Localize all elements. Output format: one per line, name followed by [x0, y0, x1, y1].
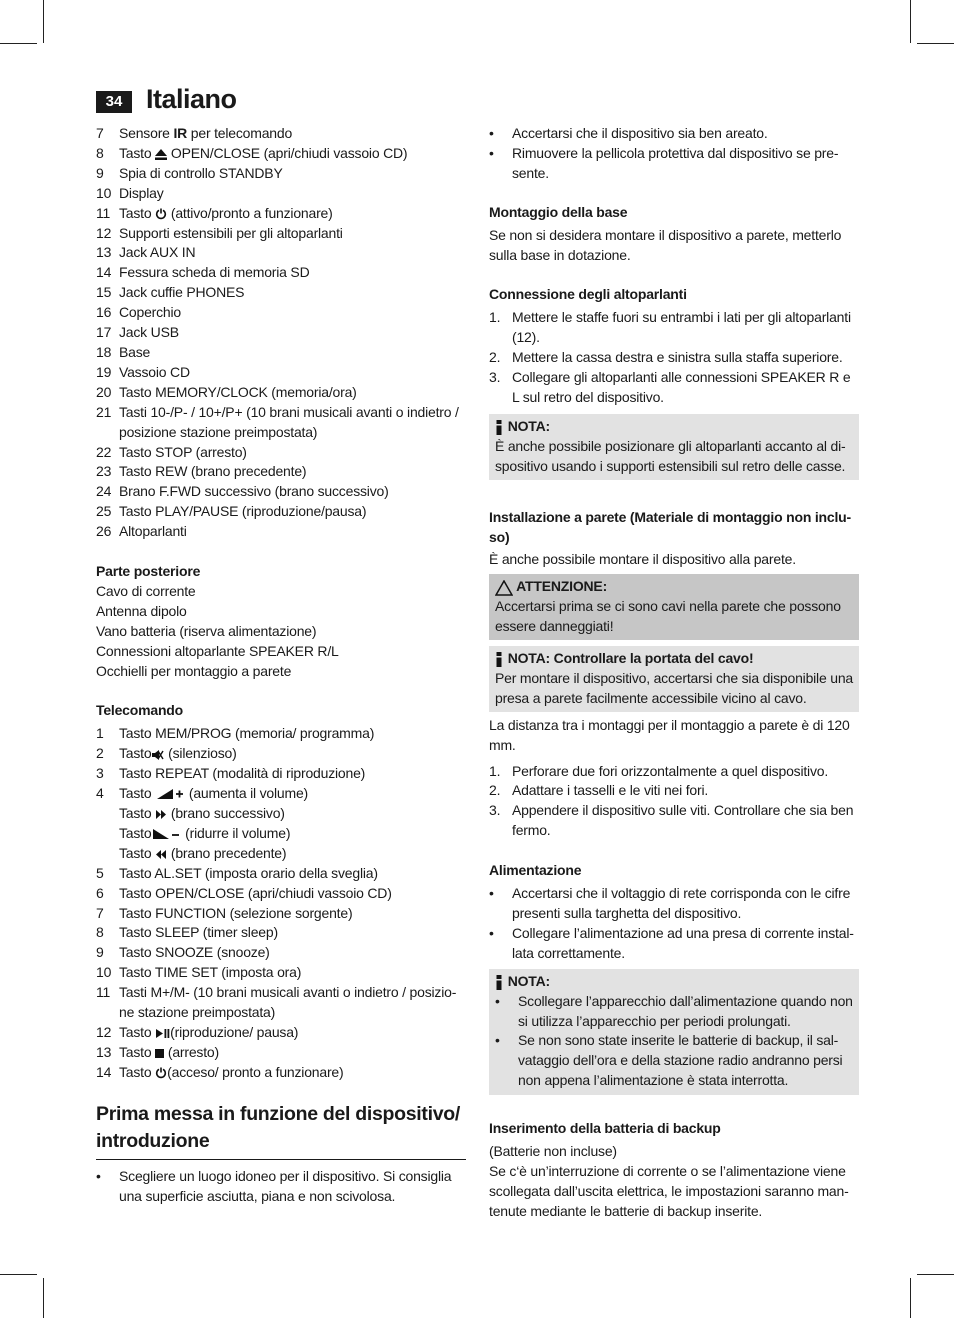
list-item: 5 Tasto AL.SET (imposta orario della sveglia) [96, 864, 378, 881]
list-item: • Scollegare l’apparecchio dall’alimentazione quando non si utilizza l’apparecchio per periodi prolungati. [495, 992, 853, 1029]
mute-icon [151, 749, 164, 761]
list-item: 1. Mettere le staffe fuori su entrambi i lati per gli altoparlanti (12). [489, 309, 851, 346]
list-item: 8 Tasto SLEEP (timer sleep) [96, 924, 278, 941]
power-heading: Alimentazione [489, 862, 582, 879]
list-item: 18 Base [96, 343, 151, 360]
speakers-heading: Connessione degli altoparlanti [489, 286, 687, 303]
list-item: 1 Tasto MEM/PROG (memoria/ programma) [96, 725, 375, 742]
list-item: 2 Tasto (silenzioso) [96, 745, 237, 762]
list-item: 1. Perforare due fori orizzontalmente a quel dispositivo. [489, 762, 829, 779]
list-item: 3. Appendere il dispositivo sulle viti. Controllare che sia ben fermo. [489, 802, 854, 839]
list-item: 2. Mettere la cassa destra e sinistra sulla staffa superiore. [489, 349, 843, 366]
list-item: 13 Jack AUX IN [96, 244, 196, 261]
list-item: • Accertarsi che il dispositivo sia ben areato. [489, 125, 768, 141]
crop-mark [43, 0, 44, 43]
list-item: 13 Tasto (arresto) [96, 1043, 219, 1060]
list-item: 26 Altoparlanti [96, 523, 187, 540]
crop-mark [917, 43, 954, 44]
list-item: 21 Tasti 10-/P- / 10+/P+ (10 brani musicali avanti o indietro / posizione stazione preimpostata) [96, 403, 459, 440]
previous-track-icon [155, 849, 167, 860]
list-item: Occhielli per montaggio a parete [96, 662, 292, 679]
note-box: NOTA: Controllare la portata del cavo! Per montare il dispositivo, accertarsi che sia disponibile una presa a parete facilmente accessibile vicino al cavo. [489, 646, 859, 712]
list-item: 14 Fessura scheda di memoria SD [96, 264, 310, 281]
note-box: NOTA: È anche possibile posizionare gli altoparlanti accanto al di-spositivo usando i supporti estensibili sul retro delle casse. [489, 414, 859, 480]
list-item: 10 Display [96, 184, 164, 201]
list-item: 22 Tasto STOP (arresto) [96, 443, 247, 460]
list-item: 9 Tasto SNOOZE (snooze) [96, 944, 270, 961]
list-item: 3. Collegare gli altoparlanti alle connessioni SPEAKER R e L sul retro del dispositivo. [489, 369, 851, 405]
right-column [489, 124, 859, 1222]
volume-up-icon [155, 788, 185, 800]
distance-text: La distanza tra i montaggi per il montaggio a parete è di 120 mm. [489, 716, 850, 753]
list-item: 11 Tasti M+/M- (10 brani musicali avanti o indietro / posizio- ne stazione preimpostata) [96, 984, 457, 1021]
list-item: 10 Tasto TIME SET (imposta ora) [96, 964, 302, 981]
warning-box: ATTENZIONE: Accertarsi prima se ci sono cavi nella parete che possono essere danneggiati! [489, 574, 859, 640]
list-item: 17 Jack USB [96, 324, 179, 341]
volume-down-icon [151, 828, 181, 840]
stop-icon [155, 1049, 164, 1058]
info-icon [495, 652, 504, 667]
list-item: Vano batteria (riserva alimentazione) [96, 622, 317, 639]
info-icon [495, 420, 504, 435]
list-item: 15 Jack cuffie PHONES [96, 284, 245, 301]
list-item: 7 Tasto FUNCTION (selezione sorgente) [96, 904, 353, 921]
list-item: 3 Tasto REPEAT (modalità di riproduzione) [96, 765, 366, 782]
list-item: Tasto (brano precedente) [119, 844, 287, 861]
page-title: Italiano [146, 84, 237, 114]
list-item: 2. Adattare i tasselli e le viti nei fori. [489, 782, 709, 799]
list-item: 23 Tasto REW (brano precedente) [96, 463, 307, 480]
crop-mark [910, 0, 911, 43]
page-number: 34 [96, 91, 132, 113]
base-heading: Montaggio della base [489, 203, 628, 220]
list-item: Cavo di corrente [96, 582, 196, 599]
list-item: Tasto (ridurre il volume) [119, 824, 291, 841]
list-item: Antenna dipolo [96, 602, 187, 619]
base-text: Se non si desidera montare il dispositivo a parete, metterlo sulla base in dotazione. [489, 226, 842, 263]
rear-heading: Parte posteriore [96, 563, 201, 580]
crop-mark [910, 1278, 911, 1318]
wall-heading: Installazione a parete (Materiale di montaggio non inclu-so) [489, 508, 851, 545]
list-item: 12 Tasto (riproduzione/ pausa) [96, 1023, 299, 1040]
rear-list [96, 582, 466, 682]
list-item: • Scegliere un luogo idoneo per il dispositivo. Si consiglia una superficie asciutta, piana e non scivolosa. [96, 1167, 452, 1204]
crop-mark [43, 1278, 44, 1318]
power-icon [155, 208, 167, 220]
left-column [96, 124, 466, 1207]
list-item: 11 Tasto (attivo/pronto a funzionare) [96, 204, 333, 221]
list-item: 14 Tasto (acceso/ pronto a funzionare) [96, 1063, 344, 1080]
eject-icon [155, 149, 167, 160]
list-item: • Accertarsi che il voltaggio di rete corrisponda con le cifre presenti sulla targhetta del dispositivo. [489, 885, 851, 921]
battery-subtitle: (Batterie non incluse) [489, 1143, 617, 1160]
list-item: Connessioni altoparlante SPEAKER R/L [96, 642, 339, 659]
section-heading: Prima messa in funzione del dispositivo/ introduzione [96, 1102, 461, 1152]
list-item: 20 Tasto MEMORY/CLOCK (memoria/ora) [96, 383, 357, 400]
crop-mark [917, 1274, 954, 1275]
list-item: 4 Tasto (aumenta il volume) [96, 785, 309, 802]
info-icon [495, 975, 504, 990]
remote-heading: Telecomando [96, 702, 184, 719]
crop-mark [0, 1274, 37, 1275]
list-item: 25 Tasto PLAY/PAUSE (riproduzione/pausa) [96, 503, 367, 520]
list-item: 12 Supporti estensibili per gli altoparlanti [96, 224, 343, 241]
crop-mark [0, 43, 37, 44]
remote-list [96, 724, 466, 1082]
warning-icon [495, 580, 513, 596]
list-item: 24 Brano F.FWD successivo (brano successivo) [96, 483, 389, 500]
list-item: 9 Spia di controllo STANDBY [96, 164, 283, 181]
list-item: 19 Vassoio CD [96, 363, 190, 380]
list-item: 7 Sensore IR per telecomando [96, 125, 293, 141]
battery-heading: Inserimento della batteria di backup [489, 1120, 721, 1137]
battery-text: Se c‘è un’interruzione di corrente o se l’alimentazione viene scollegata dall’uscita elettrica, le impostazioni saranno man-tenute mediante le batterie di backup inserite. [489, 1162, 849, 1219]
note-box: NOTA: • Scollegare l’apparecchio dall’alimentazione quando non si utilizza l’apparecchio per periodi prolungati. • Se non sono state inserite le batterie di backup, il sal-vataggio dell’ora e della stazione radio andranno persi non appena l’alimentazione è stata interrotta. [489, 969, 859, 1095]
next-track-icon [155, 809, 167, 820]
list-item: 16 Coperchio [96, 304, 182, 321]
list-item: Tasto (brano successivo) [119, 805, 285, 821]
list-item: 6 Tasto OPEN/CLOSE (apri/chiudi vassoio CD) [96, 884, 392, 901]
parts-list [96, 124, 466, 542]
divider [96, 1159, 466, 1160]
list-item: 8 Tasto OPEN/CLOSE (apri/chiudi vassoio CD) [96, 144, 408, 161]
list-item: • Se non sono state inserite le batterie di backup, il sal-vataggio dell’ora e della stazione radio andranno persi non appena l’alimentazione è stata interrotta. [495, 1032, 843, 1089]
list-item: • Rimuovere la pellicola protettiva dal dispositivo se pre-sente. [489, 144, 839, 181]
play-pause-icon [155, 1028, 170, 1039]
wall-text: È anche possibile montare il dispositivo alla parete. [489, 551, 796, 568]
list-item: • Collegare l’alimentazione ad una presa di corrente instal-lata correttamente. [489, 924, 854, 961]
power-icon [155, 1067, 167, 1079]
